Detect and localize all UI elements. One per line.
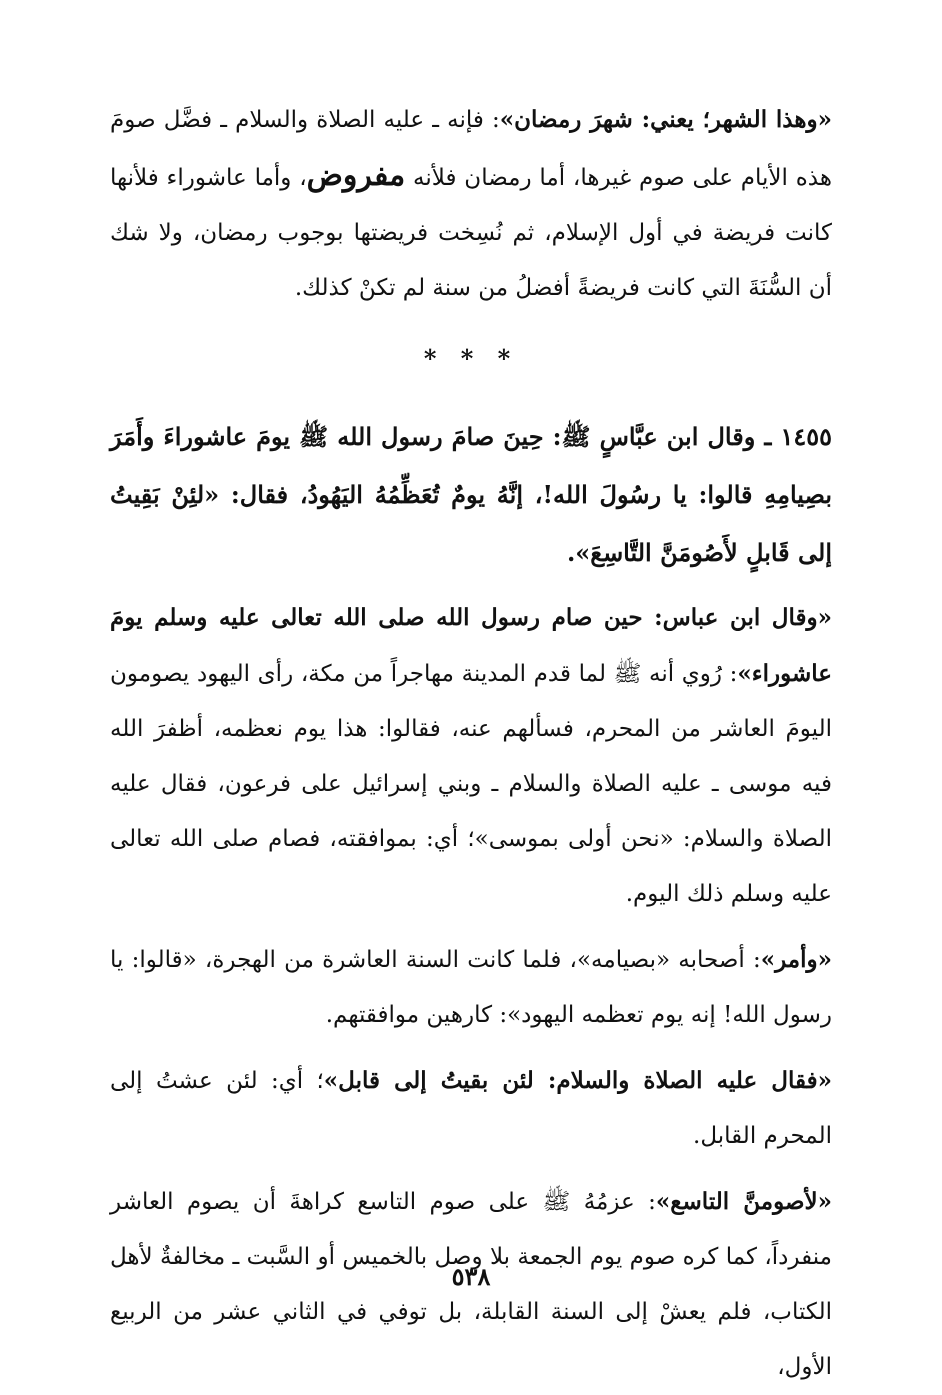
section-separator: * * *: [423, 344, 519, 373]
commentary-paragraph-2: [110, 932, 832, 1043]
spacer: [110, 582, 832, 590]
page-body: [110, 92, 832, 1395]
commentary-text: : عزمُهُ ﷺ على صوم التاسع كراهةَ أن يصوم العاشر منفرداً، كما كره صوم يوم الجمعة بلا وصل بالخميس أو السَّبت ـ مخالفةٌ لأهل الكتاب، فلم يعشْ إلى السنة القابلة، بل توفي في الثاني عشر من الربيع الأول،: [110, 1189, 833, 1380]
intro-lead: «وهذا الشهر؛ يعني: شهرَ رمضان»: [499, 106, 832, 133]
intro-paragraph: [110, 92, 832, 316]
commentary-lead: «وقال ابن عباس: حين صام رسول الله صلى الله تعالى عليه وسلم يومَ عاشوراء»: [110, 604, 832, 687]
commentary-lead: «لأصومنَّ التاسع»: [655, 1188, 832, 1215]
intro-highlight: مفروض: [306, 158, 406, 193]
commentary-text: : رُوي أنه ﷺ لما قدم المدينة مهاجراً من مكة، رأى اليهود يصومون اليومَ العاشر من المحرم، فسألهم عنه، فقالوا: هذا يوم نعظمه، أظفرَ الله فيه موسى ـ عليه الصلاة والسلام ـ وبني إسرائيل على فرعون، فقال عليه الصلاة والسلام: «نحن أولى بموسى»؛ أي: بموافقته، فصام صلى الله تعالى عليه وسلم ذلك اليوم.: [110, 661, 832, 907]
commentary-text: : أصحابه «بصيامه»، فلما كانت السنة العاشرة من الهجرة، «قالوا: يا رسول الله! إنه يوم تعظمه اليهود»: كارهين موافقتهم.: [110, 947, 832, 1028]
hadith-paragraph: ١٤٥٥ ـ وقال ابن عبَّاسٍ ﷺ: حِينَ صامَ رسول الله ﷺ يومَ عاشوراءَ وأَمَرَ بصِيامِهِ قالوا: يا رسُولَ الله!، إنَّهُ يومٌ تُعَظِّمُهُ اليَهُودُ، فقال: «لئِنْ بَقِيتُ إلى قَابلٍ لأَصُومَنَّ التَّاسِعَ».: [110, 422, 833, 567]
commentary-text: ؛ أي: لئن عشتُ إلى المحرم القابل.: [110, 1068, 832, 1149]
commentary-lead: «فقال عليه الصلاة والسلام: لئن بقيتُ إلى قابل»: [323, 1067, 832, 1094]
intro-text-1: : فإنه ـ عليه الصلاة والسلام ـ فضَّل صومَ هذه الأيام على صوم غيرها، أما رمضان فلأنه: [110, 107, 833, 191]
commentary-paragraph-3: [110, 1053, 832, 1164]
commentary-paragraph-1: [110, 590, 832, 922]
intro-text-2: ، وأما عاشوراء فلأنها كانت فريضة في أول الإسلام، ثم نُسِخت فريضتها بوجوب رمضان، ولا شك أن السُّنَةَ التي كانت فريضةً أفضلُ من سنة لم تكنْ كذلك.: [110, 165, 833, 301]
commentary-lead: «وأمر»: [760, 946, 832, 973]
page-number: ٥٣٨: [451, 1262, 491, 1291]
